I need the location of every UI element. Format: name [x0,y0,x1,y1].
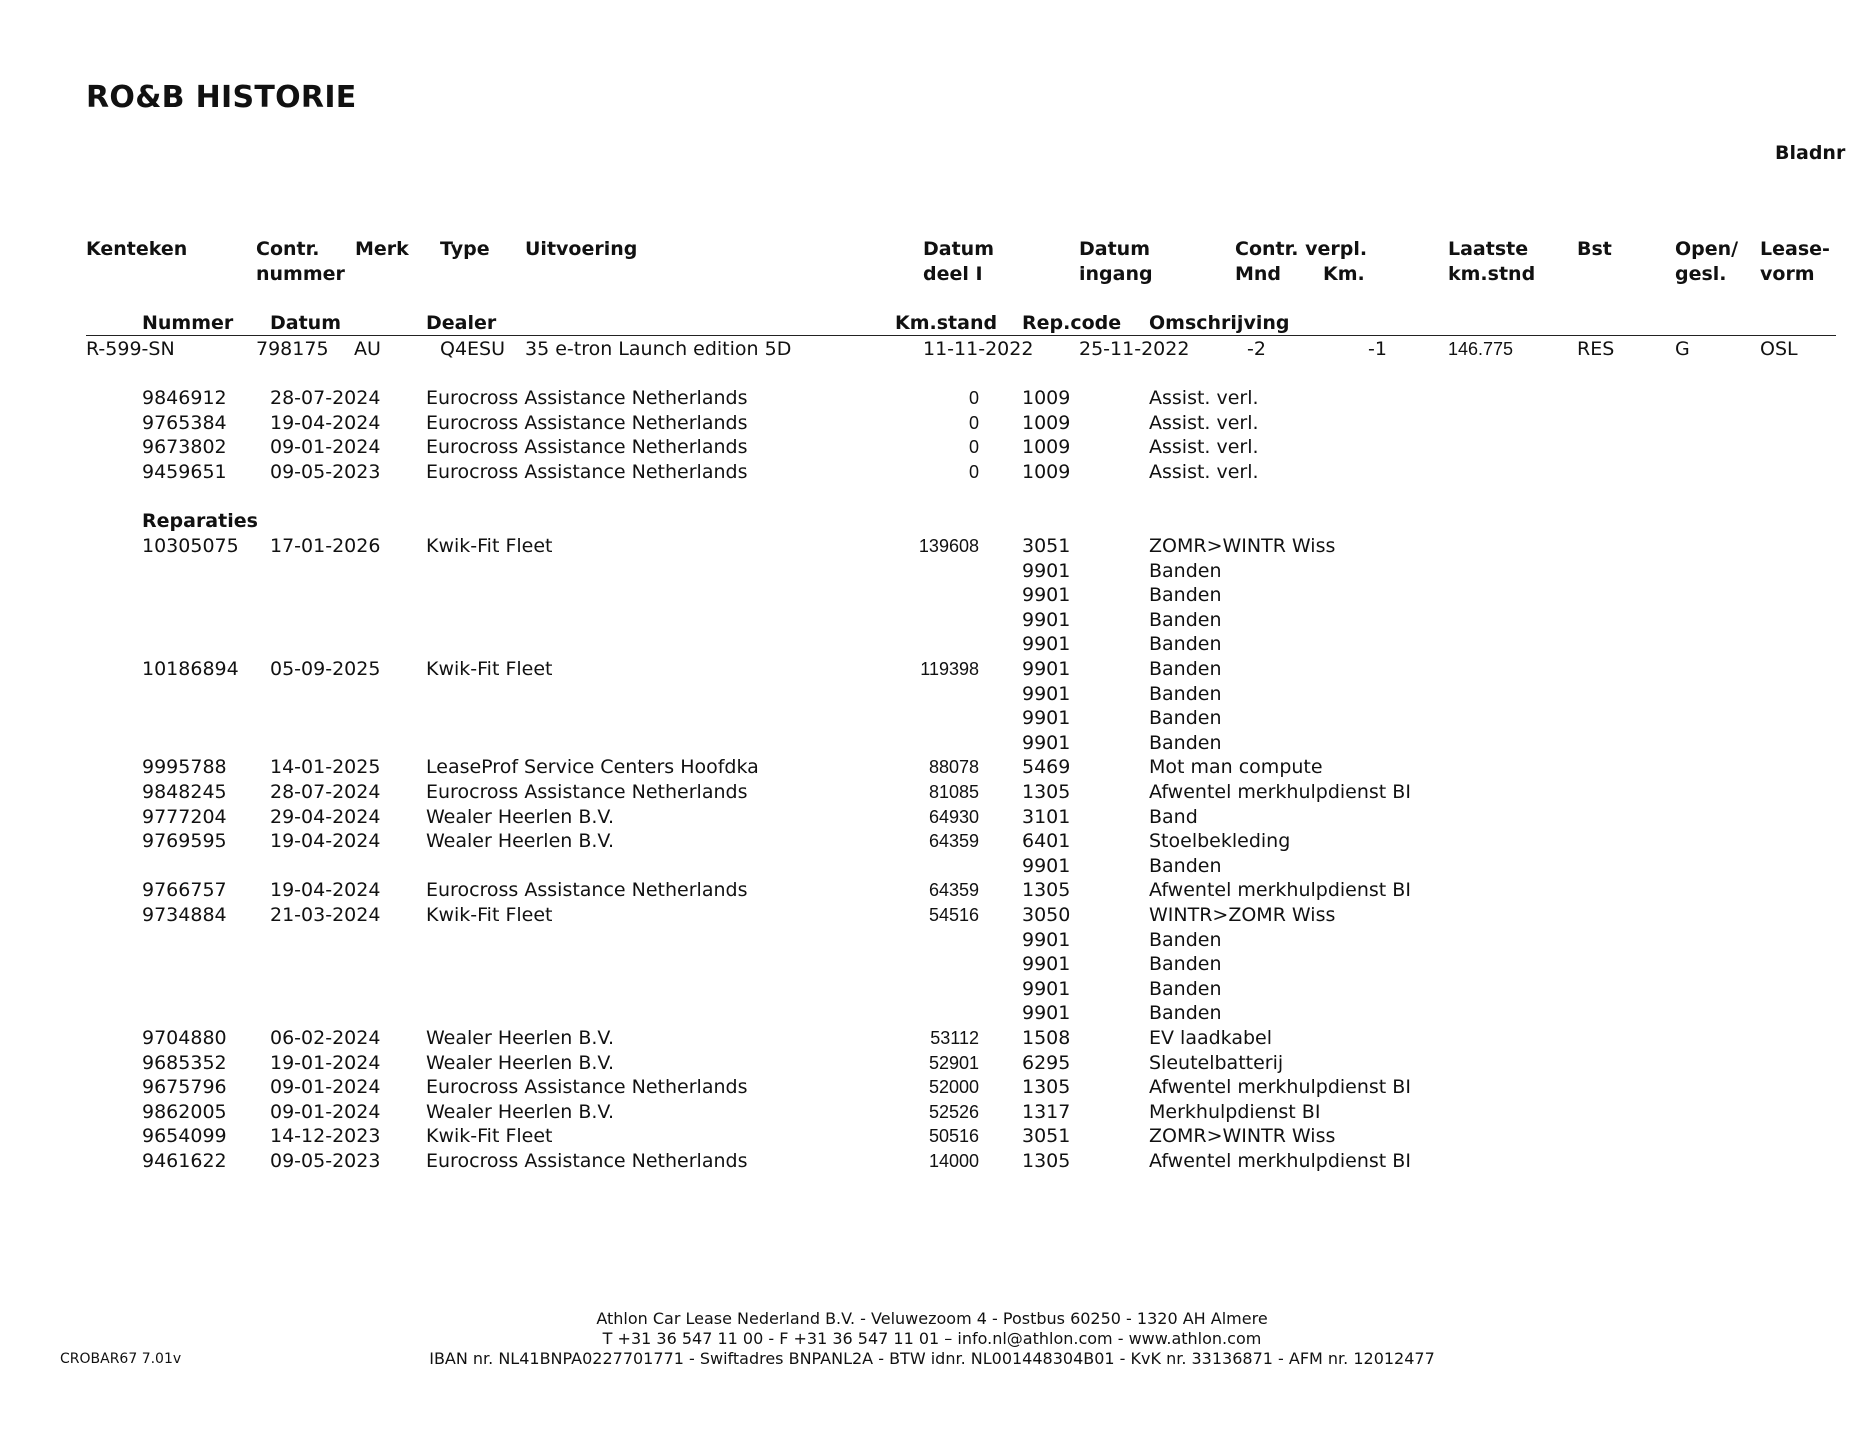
row-repcode: 1305 [1022,1076,1071,1099]
row-kmstand: 64359 [928,880,979,901]
row-omschrijving: Banden [1149,559,1222,582]
header-contr-line2: nummer [256,263,345,285]
row-datum: 19-04-2024 [270,830,381,853]
row-omschrijving: Afwentel merkhulpdienst BI [1149,1076,1411,1099]
row-repcode: 1305 [1022,1150,1071,1172]
row-dealer: Eurocross Assistance Netherlands [426,1076,748,1099]
header-uitvoering: Uitvoering [525,238,638,260]
header-km: Km. [1323,263,1365,285]
row-repcode: 6295 [1022,1051,1071,1074]
subheader-dealer: Dealer [426,312,497,334]
row-repcode: 1009 [1022,387,1071,409]
vehicle-lease: OSL [1760,338,1798,360]
row-kmstand: 14000 [928,1151,979,1171]
row-repcode: 9901 [1022,977,1071,1000]
row-kmstand: 81085 [928,782,979,802]
row-datum: 14-01-2025 [270,756,381,779]
row-repcode: 9901 [1022,707,1071,730]
row-dealer: Eurocross Assistance Netherlands [426,1150,748,1172]
row-dealer: Wealer Heerlen B.V. [426,805,615,828]
footer-registration: IBAN nr. NL41BNPA0227701771 - Swiftadres BNPANL2A - BTW idnr. NL001448304B01 - KvK nr. 33136871 - AFM nr. 12012477 [429,1349,1435,1368]
row-dealer: Kwik-Fit Fleet [426,904,553,926]
row-omschrijving: Afwentel merkhulpdienst BI [1149,879,1411,902]
row-datum: 09-01-2024 [270,1076,381,1099]
subheader-omschrijving: Omschrijving [1149,312,1290,334]
row-omschrijving: Banden [1149,977,1222,1000]
row-kmstand: 0 [968,437,979,457]
row-datum: 05-09-2025 [270,658,381,680]
row-kmstand: 119398 [920,659,979,679]
header-open-line1: Open/ [1675,238,1739,260]
row-kmstand: 50516 [928,1126,979,1147]
row-repcode: 9901 [1022,854,1071,877]
row-nummer: 9769595 [142,830,227,853]
subheader-datum: Datum [270,312,341,334]
row-omschrijving: Merkhulpdienst BI [1149,1100,1321,1123]
vehicle-kenteken: R-599-SN [86,338,175,360]
row-omschrijving: ZOMR>WINTR Wiss [1149,535,1336,557]
row-datum: 09-01-2024 [270,1100,381,1123]
row-dealer: Wealer Heerlen B.V. [426,1100,615,1123]
vehicle-datum-ingang: 25-11-2022 [1079,338,1190,360]
vehicle-laatste-kmstand: 146.775 [1448,339,1514,359]
footer-address: Athlon Car Lease Nederland B.V. - Veluwezoom 4 - Postbus 60250 - 1320 AH Almere [596,1309,1268,1328]
row-dealer: Kwik-Fit Fleet [426,658,553,680]
row-datum: 19-04-2024 [270,879,381,902]
row-repcode: 9901 [1022,953,1071,976]
row-omschrijving: Stoelbekleding [1149,830,1291,853]
row-omschrijving: Banden [1149,584,1222,607]
row-omschrijving: Banden [1149,953,1222,976]
row-datum: 09-01-2024 [270,436,381,458]
row-omschrijving: Banden [1149,1002,1222,1025]
row-datum: 06-02-2024 [270,1027,381,1049]
row-nummer: 9862005 [142,1100,227,1123]
row-kmstand: 52000 [928,1077,979,1098]
row-kmstand: 64930 [928,806,979,827]
row-omschrijving: EV laadkabel [1149,1027,1273,1049]
row-dealer: Eurocross Assistance Netherlands [426,436,748,458]
row-omschrijving: Banden [1149,707,1222,730]
header-laatste-line1: Laatste [1448,238,1529,260]
header-mnd: Mnd [1235,263,1282,285]
header-contr-verpl: Contr. verpl. [1235,238,1368,260]
row-omschrijving: Banden [1149,731,1222,754]
row-omschrijving: Afwentel merkhulpdienst BI [1149,1150,1411,1172]
header-open-line2: gesl. [1675,263,1727,285]
row-dealer: Eurocross Assistance Netherlands [426,460,748,483]
row-dealer: Kwik-Fit Fleet [426,535,553,557]
row-datum: 14-12-2023 [270,1125,381,1148]
vehicle-bst: RES [1577,338,1615,360]
row-dealer: Eurocross Assistance Netherlands [426,411,748,434]
row-omschrijving: Banden [1149,658,1222,680]
row-repcode: 9901 [1022,928,1071,951]
row-kmstand: 53112 [930,1028,979,1048]
row-nummer: 9995788 [142,756,227,779]
row-kmstand: 139608 [918,536,979,556]
row-omschrijving: Mot man compute [1149,756,1323,779]
header-datum-ingang-line2: ingang [1079,263,1153,285]
row-nummer: 9704880 [142,1027,227,1049]
form-code: CROBAR67 7.01v [60,1351,182,1367]
row-kmstand: 0 [968,388,979,408]
row-omschrijving: Banden [1149,608,1222,631]
row-dealer: Wealer Heerlen B.V. [426,1051,615,1074]
row-kmstand: 0 [968,412,979,433]
row-repcode: 9901 [1022,682,1071,705]
row-nummer: 9766757 [142,879,227,902]
header-type: Type [440,238,490,260]
row-dealer: Eurocross Assistance Netherlands [426,781,748,803]
row-repcode: 3101 [1022,805,1071,828]
header-lease-line2: vorm [1760,263,1815,285]
row-kmstand: 88078 [928,757,979,778]
row-omschrijving: Banden [1149,682,1222,705]
row-datum: 28-07-2024 [270,781,381,803]
row-nummer: 9765384 [142,411,227,434]
row-repcode: 1317 [1022,1100,1071,1123]
row-nummer: 9675796 [142,1076,227,1099]
row-omschrijving: Banden [1149,633,1222,656]
row-repcode: 1009 [1022,436,1071,458]
row-omschrijving: Band [1149,805,1198,828]
vehicle-uitvoering: 35 e-tron Launch edition 5D [525,338,792,360]
header-merk: Merk [355,238,409,260]
row-dealer: LeaseProf Service Centers Hoofdka [426,756,759,779]
row-kmstand: 64359 [928,831,979,852]
row-dealer: Eurocross Assistance Netherlands [426,387,748,409]
page-title: RO&B HISTORIE [86,80,357,115]
vehicle-type: Q4ESU [440,338,506,360]
row-datum: 28-07-2024 [270,387,381,409]
header-bst: Bst [1577,238,1612,260]
row-repcode: 9901 [1022,1002,1071,1025]
row-datum: 19-04-2024 [270,411,381,434]
row-nummer: 9673802 [142,436,227,458]
row-kmstand: 52901 [928,1052,979,1073]
row-repcode: 1009 [1022,411,1071,434]
row-omschrijving: Afwentel merkhulpdienst BI [1149,781,1411,803]
vehicle-merk: AU [354,338,381,360]
row-repcode: 9901 [1022,608,1071,631]
subheader-kmstand: Km.stand [895,312,998,334]
row-datum: 17-01-2026 [270,535,381,557]
row-repcode: 3050 [1022,904,1071,926]
header-lease-line1: Lease- [1760,238,1830,260]
row-nummer: 10305075 [142,535,239,557]
row-datum: 19-01-2024 [270,1051,381,1074]
row-nummer: 9846912 [142,387,227,409]
subheader-nummer: Nummer [142,312,234,334]
subheader-repcode: Rep.code [1022,312,1122,334]
row-nummer: 9848245 [142,781,227,803]
row-omschrijving: ZOMR>WINTR Wiss [1149,1125,1336,1148]
row-nummer: 10186894 [142,658,239,680]
row-repcode: 5469 [1022,756,1071,779]
row-repcode: 3051 [1022,535,1071,557]
header-laatste-line2: km.stnd [1448,263,1536,285]
row-nummer: 9777204 [142,805,227,828]
row-repcode: 1305 [1022,879,1071,902]
row-repcode: 9901 [1022,658,1071,680]
row-repcode: 9901 [1022,559,1071,582]
row-datum: 29-04-2024 [270,805,381,828]
row-repcode: 9901 [1022,584,1071,607]
header-divider [86,335,1836,336]
reparaties-label: Reparaties [142,510,258,532]
header-contr-line1: Contr. [256,238,320,260]
row-omschrijving: Assist. verl. [1149,436,1259,458]
row-repcode: 3051 [1022,1125,1071,1148]
row-omschrijving: Banden [1149,928,1222,951]
row-omschrijving: WINTR>ZOMR Wiss [1149,904,1336,926]
header-datum-ingang-line1: Datum [1079,238,1150,260]
row-repcode: 1009 [1022,460,1071,483]
row-omschrijving: Assist. verl. [1149,460,1259,483]
row-dealer: Wealer Heerlen B.V. [426,830,615,853]
row-omschrijving: Assist. verl. [1149,387,1259,409]
row-dealer: Kwik-Fit Fleet [426,1125,553,1148]
vehicle-contr: 798175 [256,338,329,360]
row-nummer: 9459651 [142,460,227,483]
row-datum: 21-03-2024 [270,904,381,926]
header-datum-deel-line2: deel I [923,263,983,285]
row-nummer: 9685352 [142,1051,227,1074]
row-dealer: Wealer Heerlen B.V. [426,1027,615,1049]
row-repcode: 9901 [1022,633,1071,656]
header-datum-deel-line1: Datum [923,238,994,260]
page-number-label: Bladnr [1775,142,1846,164]
row-kmstand: 0 [968,461,979,482]
row-repcode: 6401 [1022,830,1071,853]
row-kmstand: 54516 [928,905,979,925]
header-kenteken: Kenteken [86,238,188,260]
row-nummer: 9654099 [142,1125,227,1148]
row-dealer: Eurocross Assistance Netherlands [426,879,748,902]
row-omschrijving: Sleutelbatterij [1149,1051,1284,1074]
vehicle-open: G [1675,338,1690,360]
row-nummer: 9734884 [142,904,227,926]
row-repcode: 1508 [1022,1027,1071,1049]
row-nummer: 9461622 [142,1150,227,1172]
footer-contact: T +31 36 547 11 00 - F +31 36 547 11 01 – info.nl@athlon.com - www.athlon.com [602,1329,1262,1348]
row-repcode: 9901 [1022,731,1071,754]
row-kmstand: 52526 [928,1101,979,1122]
row-omschrijving: Banden [1149,854,1222,877]
row-datum: 09-05-2023 [270,460,381,483]
row-repcode: 1305 [1022,781,1071,803]
vehicle-mnd: -2 [1247,338,1266,360]
row-omschrijving: Assist. verl. [1149,411,1259,434]
row-datum: 09-05-2023 [270,1150,381,1172]
vehicle-datum-deel: 11-11-2022 [923,338,1034,360]
vehicle-km: -1 [1368,338,1387,360]
